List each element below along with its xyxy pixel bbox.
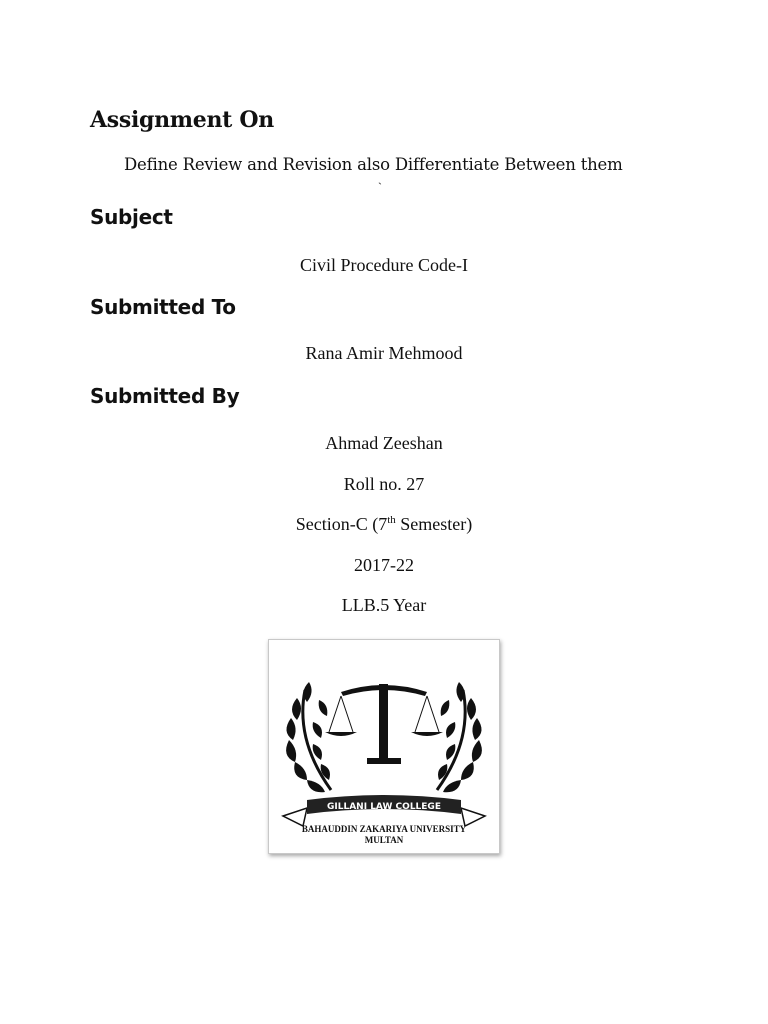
section-ordinal: th <box>387 514 396 526</box>
college-logo <box>268 639 500 854</box>
scales-of-justice-laurel-icon <box>269 640 499 853</box>
student-name: Ahmad Zeeshan <box>325 433 443 453</box>
submitted-to-value: Rana Amir Mehmood <box>305 343 463 363</box>
submitted-to-heading: Submitted To <box>90 295 236 319</box>
college-banner <box>283 795 485 826</box>
scales-icon <box>325 684 443 764</box>
stray-mark: ` <box>378 180 382 194</box>
section-semester <box>0 514 768 535</box>
banner-text: GILLANI LAW COLLEGE <box>327 802 441 812</box>
right-laurel-icon <box>437 682 482 792</box>
submitted-by-heading: Submitted By <box>90 384 240 408</box>
city-name: MULTAN <box>364 835 404 845</box>
section-prefix: Section-C (7 <box>295 514 388 534</box>
university-name: BAHAUDDIN ZAKARIYA UNIVERSITY <box>301 824 467 834</box>
assignment-topic: Define Review and Revision also Differentiate Between them <box>124 155 623 174</box>
left-laurel-icon <box>286 682 331 792</box>
subject-heading: Subject <box>90 205 173 229</box>
session-years: 2017-22 <box>354 555 414 575</box>
assignment-heading: Assignment On <box>90 107 274 133</box>
section-suffix: Semester) <box>395 514 473 534</box>
subject-value: Civil Procedure Code-I <box>300 255 468 275</box>
program-name: LLB.5 Year <box>341 595 427 615</box>
roll-number: Roll no. 27 <box>343 474 425 494</box>
